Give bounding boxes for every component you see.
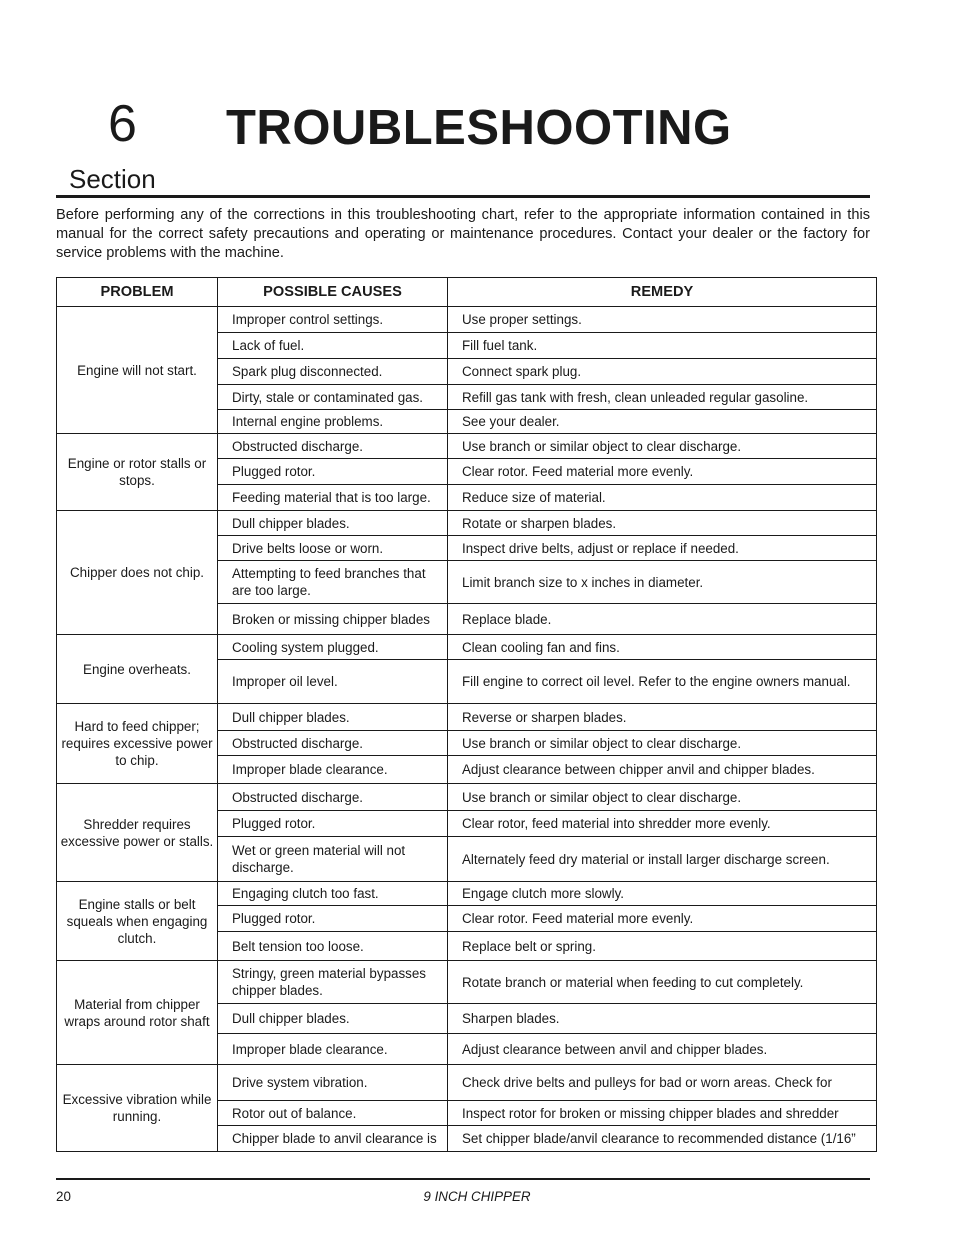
cause-cell: Chipper blade to anvil clearance is	[218, 1126, 448, 1152]
section-number: 6	[108, 95, 137, 153]
cause-cell: Lack of fuel.	[218, 333, 448, 359]
problem-cell: Material from chipper wraps around rotor shaft	[57, 961, 218, 1065]
remedy-cell: Engage clutch more slowly.	[448, 882, 877, 906]
table-row	[57, 704, 877, 731]
remedy-cell: See your dealer.	[448, 410, 877, 434]
table-row	[57, 434, 877, 459]
header-remedy: REMEDY	[448, 278, 877, 307]
problem-cell: Shredder requires excessive power or stalls.	[57, 784, 218, 882]
table-row	[57, 961, 877, 1004]
header-possible-causes: POSSIBLE CAUSES	[218, 278, 448, 307]
page-number: 20	[56, 1189, 71, 1204]
header-divider	[56, 195, 870, 198]
problem-cell: Engine will not start.	[57, 307, 218, 434]
remedy-cell: Clear rotor, feed material into shredder more evenly.	[448, 811, 877, 837]
cause-cell: Belt tension too loose.	[218, 932, 448, 961]
cause-cell: Wet or green material will not discharge.	[218, 837, 448, 882]
remedy-cell: Refill gas tank with fresh, clean unleaded regular gasoline.	[448, 385, 877, 410]
cause-cell: Plugged rotor.	[218, 906, 448, 932]
cause-cell: Dull chipper blades.	[218, 511, 448, 536]
remedy-cell: Check drive belts and pulleys for bad or worn areas. Check for	[448, 1065, 877, 1101]
table-row	[57, 307, 877, 333]
cause-cell: Engaging clutch too fast.	[218, 882, 448, 906]
remedy-cell: Fill engine to correct oil level. Refer to the engine owners manual.	[448, 660, 877, 704]
remedy-cell: Sharpen blades.	[448, 1004, 877, 1034]
cause-cell: Spark plug disconnected.	[218, 359, 448, 385]
cause-cell: Plugged rotor.	[218, 811, 448, 837]
problem-cell: Engine or rotor stalls or stops.	[57, 434, 218, 511]
remedy-cell: Replace belt or spring.	[448, 932, 877, 961]
intro-paragraph: Before performing any of the corrections in this troubleshooting chart, refer to the appropriate information contained in this manual for the correct safety precautions and operating or maintenance procedures. Contact your dealer or the factory for service problems with the machine.	[56, 207, 870, 261]
cause-cell: Dull chipper blades.	[218, 704, 448, 731]
cause-cell: Obstructed discharge.	[218, 731, 448, 756]
remedy-cell: Rotate or sharpen blades.	[448, 511, 877, 536]
cause-cell: Improper oil level.	[218, 660, 448, 704]
remedy-cell: Clean cooling fan and fins.	[448, 635, 877, 660]
page-title: TROUBLESHOOTING	[226, 101, 732, 155]
cause-cell: Internal engine problems.	[218, 410, 448, 434]
remedy-cell: Use branch or similar object to clear discharge.	[448, 784, 877, 811]
remedy-cell: Fill fuel tank.	[448, 333, 877, 359]
footer-divider	[56, 1178, 870, 1180]
cause-cell: Stringy, green material bypasses chipper blades.	[218, 961, 448, 1004]
remedy-cell: Reverse or sharpen blades.	[448, 704, 877, 731]
cause-cell: Obstructed discharge.	[218, 434, 448, 459]
remedy-cell: Set chipper blade/anvil clearance to recommended distance (1/16”	[448, 1126, 877, 1152]
remedy-cell: Limit branch size to x inches in diameter.	[448, 561, 877, 604]
header-problem: PROBLEM	[57, 278, 218, 307]
remedy-cell: Alternately feed dry material or install larger discharge screen.	[448, 837, 877, 882]
cause-cell: Plugged rotor.	[218, 459, 448, 485]
table-body	[57, 307, 877, 1152]
remedy-cell: Replace blade.	[448, 604, 877, 635]
remedy-cell: Clear rotor. Feed material more evenly.	[448, 459, 877, 485]
cause-cell: Drive system vibration.	[218, 1065, 448, 1101]
table-row	[57, 784, 877, 811]
remedy-cell: Adjust clearance between anvil and chipper blades.	[448, 1034, 877, 1065]
problem-cell: Chipper does not chip.	[57, 511, 218, 635]
section-label: Section	[69, 164, 156, 194]
cause-cell: Broken or missing chipper blades	[218, 604, 448, 635]
problem-cell: Hard to feed chipper; requires excessive power to chip.	[57, 704, 218, 784]
cause-cell: Dull chipper blades.	[218, 1004, 448, 1034]
cause-cell: Improper control settings.	[218, 307, 448, 333]
remedy-cell: Use branch or similar object to clear discharge.	[448, 434, 877, 459]
cause-cell: Improper blade clearance.	[218, 756, 448, 784]
remedy-cell: Inspect drive belts, adjust or replace if needed.	[448, 536, 877, 561]
cause-cell: Dirty, stale or contaminated gas.	[218, 385, 448, 410]
table-header-row	[57, 278, 877, 307]
cause-cell: Improper blade clearance.	[218, 1034, 448, 1065]
problem-cell: Engine overheats.	[57, 635, 218, 704]
document-title: 9 INCH CHIPPER	[423, 1189, 531, 1204]
problem-cell: Engine stalls or belt squeals when engaging clutch.	[57, 882, 218, 961]
remedy-cell: Use branch or similar object to clear discharge.	[448, 731, 877, 756]
remedy-cell: Use proper settings.	[448, 307, 877, 333]
remedy-cell: Rotate branch or material when feeding to cut completely.	[448, 961, 877, 1004]
cause-cell: Obstructed discharge.	[218, 784, 448, 811]
cause-cell: Attempting to feed branches that are too large.	[218, 561, 448, 604]
remedy-cell: Inspect rotor for broken or missing chipper blades and shredder	[448, 1101, 877, 1126]
problem-cell: Excessive vibration while running.	[57, 1065, 218, 1152]
remedy-cell: Adjust clearance between chipper anvil and chipper blades.	[448, 756, 877, 784]
table-row	[57, 882, 877, 906]
remedy-cell: Connect spark plug.	[448, 359, 877, 385]
cause-cell: Drive belts loose or worn.	[218, 536, 448, 561]
cause-cell: Feeding material that is too large.	[218, 485, 448, 511]
troubleshooting-table	[56, 277, 877, 1152]
table-row	[57, 635, 877, 660]
cause-cell: Rotor out of balance.	[218, 1101, 448, 1126]
remedy-cell: Clear rotor. Feed material more evenly.	[448, 906, 877, 932]
cause-cell: Cooling system plugged.	[218, 635, 448, 660]
table-row	[57, 511, 877, 536]
remedy-cell: Reduce size of material.	[448, 485, 877, 511]
table-row	[57, 1065, 877, 1101]
